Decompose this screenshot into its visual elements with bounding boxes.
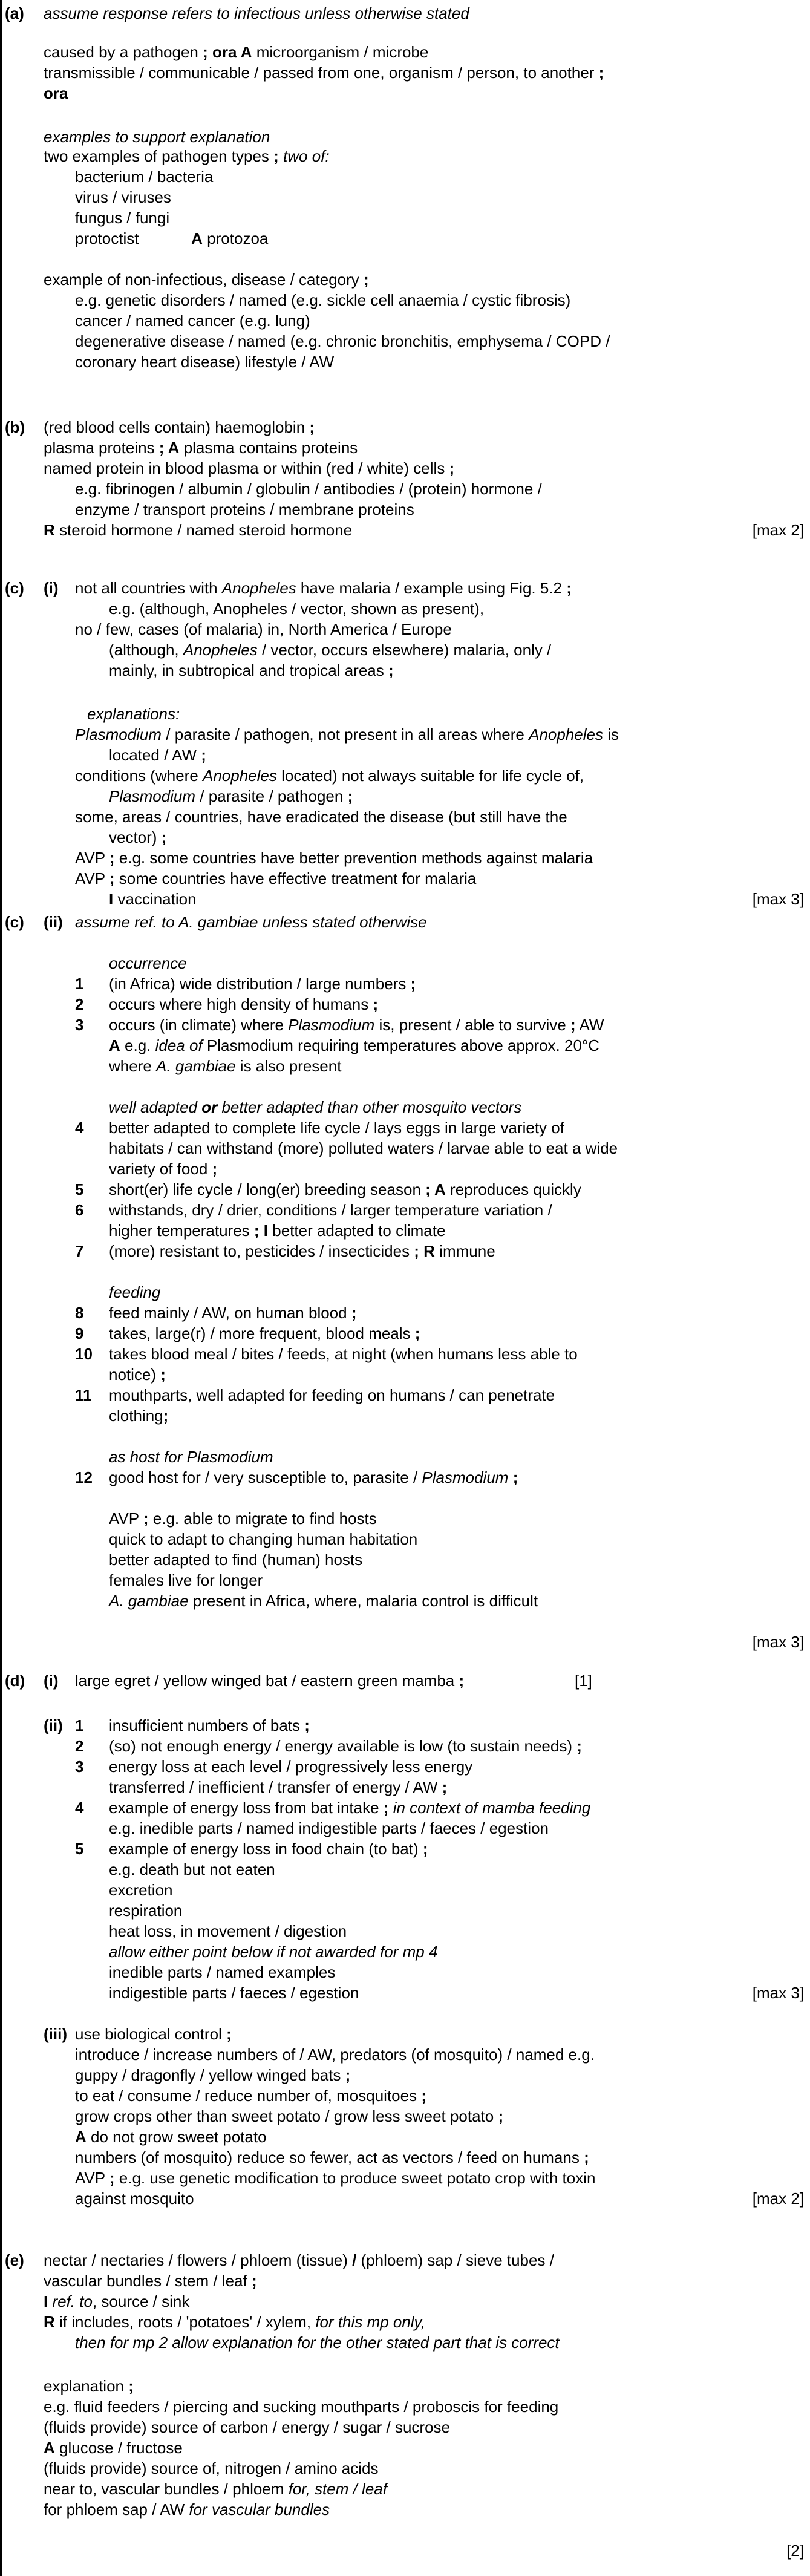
text-line: named protein in blood plasma or within (red / white) cells ;: [44, 459, 455, 477]
text-line: habitats / can withstand (more) polluted waters / larvae able to eat a wide: [109, 1139, 618, 1157]
text-line: [1]: [575, 1672, 592, 1690]
text-line: feeding: [109, 1283, 161, 1301]
text-line: (c): [5, 913, 24, 931]
text-line: some, areas / countries, have eradicated the disease (but still have the: [75, 808, 567, 826]
text-line: (although, Anopheles / vector, occurs elsewhere) malaria, only /: [109, 641, 552, 659]
text-line: 3: [75, 1016, 84, 1034]
text-line: bacterium / bacteria: [75, 168, 214, 186]
text-line: (more) resistant to, pesticides / insecticides ; R immune: [109, 1242, 495, 1260]
text-line: 5: [75, 1180, 84, 1198]
text-line: better adapted to complete life cycle / lays eggs in large variety of: [109, 1119, 564, 1137]
text-line: numbers (of mosquito) reduce so fewer, act as vectors / feed on humans ;: [75, 2148, 589, 2166]
text-line: withstands, dry / drier, conditions / larger temperature variation /: [109, 1201, 552, 1219]
text-line: example of energy loss from bat intake ; in context of mamba feeding: [109, 1799, 591, 1817]
text-line: example of energy loss in food chain (to bat) ;: [109, 1840, 428, 1858]
text-line: use biological control ;: [75, 2025, 232, 2043]
text-line: 2: [75, 995, 84, 1013]
text-line: cancer / named cancer (e.g. lung): [75, 312, 310, 330]
text-line: not all countries with Anopheles have malaria / example using Fig. 5.2 ;: [75, 579, 572, 597]
text-line: (red blood cells contain) haemoglobin ;: [44, 418, 315, 436]
text-line: 9: [75, 1324, 84, 1342]
text-line: notice) ;: [109, 1365, 166, 1384]
text-line: (c): [5, 579, 24, 597]
text-line: to eat / consume / reduce number of, mosquitoes ;: [75, 2087, 426, 2105]
text-line: e.g. death but not eaten: [109, 1860, 275, 1878]
text-line: A. gambiae present in Africa, where, malaria control is difficult: [109, 1592, 538, 1610]
text-line: better adapted to find (human) hosts: [109, 1551, 363, 1569]
text-line: AVP ; e.g. able to migrate to find hosts: [109, 1509, 377, 1528]
text-line: guppy / dragonfly / yellow winged bats ;: [75, 2066, 351, 2084]
text-line: examples to support explanation: [44, 128, 270, 146]
text-line: mouthparts, well adapted for feeding on humans / can penetrate: [109, 1386, 555, 1404]
text-line: e.g. inedible parts / named indigestible parts / faeces / egestion: [109, 1819, 549, 1837]
text-line: two examples of pathogen types ; two of:: [44, 147, 330, 165]
text-line: insufficient numbers of bats ;: [109, 1716, 310, 1734]
text-line: takes, large(r) / more frequent, blood meals ;: [109, 1324, 420, 1342]
text-line: (e): [5, 2251, 24, 2269]
text-line: respiration: [109, 1901, 183, 1920]
text-line: (ii): [44, 913, 63, 931]
text-line: (in Africa) wide distribution / large numbers ;: [109, 975, 416, 993]
text-line: 11: [75, 1386, 92, 1404]
text-line: occurs (in climate) where Plasmodium is, present / able to survive ; AW: [109, 1016, 604, 1034]
text-line: 4: [75, 1799, 84, 1817]
text-line: 6: [75, 1201, 84, 1219]
marks-allocation: [2]: [786, 2542, 804, 2560]
text-line: (fluids provide) source of carbon / energy / sugar / sucrose: [44, 2418, 450, 2436]
text-line: no / few, cases (of malaria) in, North America / Europe: [75, 620, 452, 638]
text-line: short(er) life cycle / long(er) breeding season ; A reproduces quickly: [109, 1180, 581, 1198]
text-line: 1: [75, 1716, 84, 1734]
text-line: 8: [75, 1304, 84, 1322]
text-line: transferred / inefficient / transfer of energy / AW ;: [109, 1778, 448, 1796]
text-line: occurs where high density of humans ;: [109, 995, 379, 1013]
text-line: (fluids provide) source of, nitrogen / amino acids: [44, 2459, 379, 2477]
text-line: vector) ;: [109, 828, 167, 846]
text-line: indigestible parts / faeces / egestion: [109, 1984, 359, 2002]
text-line: transmissible / communicable / passed from one, organism / person, to another ;: [44, 64, 604, 82]
text-line: explanation ;: [44, 2377, 134, 2395]
text-line: grow crops other than sweet potato / grow less sweet potato ;: [75, 2107, 504, 2125]
text-line: degenerative disease / named (e.g. chronic bronchitis, emphysema / COPD /: [75, 332, 610, 350]
text-line: nectar / nectaries / flowers / phloem (tissue) / (phloem) sap / sieve tubes /: [44, 2251, 554, 2269]
text-line: R if includes, roots / 'potatoes' / xylem, for this mp only,: [44, 2313, 425, 2331]
text-line: Plasmodium / parasite / pathogen ;: [109, 787, 353, 805]
text-line: AVP ; e.g. some countries have better prevention methods against malaria: [75, 849, 593, 867]
text-line: assume response refers to infectious unless otherwise stated: [44, 4, 469, 22]
text-line: caused by a pathogen ; ora A microorganism / microbe: [44, 43, 429, 61]
text-line: mainly, in subtropical and tropical areas ;: [109, 661, 394, 679]
text-line: example of non-infectious, disease / category ;: [44, 270, 369, 289]
left-margin-rule: [0, 0, 2, 2576]
text-line: fungus / fungi: [75, 209, 170, 227]
text-line: occurrence: [109, 954, 187, 972]
text-line: energy loss at each level / progressively less energy: [109, 1757, 473, 1776]
text-line: large egret / yellow winged bat / eastern green mamba ;: [75, 1672, 465, 1690]
text-line: Plasmodium / parasite / pathogen, not present in all areas where Anopheles is: [75, 725, 619, 744]
text-line: 12: [75, 1468, 93, 1486]
text-line: 1: [75, 975, 84, 993]
text-line: then for mp 2 allow explanation for the other stated part that is correct: [75, 2333, 560, 2352]
text-line: variety of food ;: [109, 1160, 218, 1178]
text-line: clothing;: [109, 1407, 169, 1425]
text-line: excretion: [109, 1881, 173, 1899]
text-line: enzyme / transport proteins / membrane proteins: [75, 500, 414, 518]
text-line: heat loss, in movement / digestion: [109, 1922, 347, 1940]
text-line: feed mainly / AW, on human blood ;: [109, 1304, 357, 1322]
text-line: introduce / increase numbers of / AW, predators (of mosquito) / named e.g.: [75, 2045, 595, 2064]
text-line: A e.g. idea of Plasmodium requiring temperatures above approx. 20°C: [109, 1036, 600, 1054]
marks-allocation: [max 3]: [752, 1984, 804, 2002]
text-line: coronary heart disease) lifestyle / AW: [75, 353, 335, 371]
text-line: (iii): [44, 2025, 67, 2043]
text-line: where A. gambiae is also present: [109, 1057, 342, 1075]
text-line: e.g. fibrinogen / albumin / globulin / antibodies / (protein) hormone /: [75, 480, 542, 498]
text-line: (b): [5, 418, 25, 436]
marks-allocation: [max 2]: [752, 521, 804, 539]
text-line: quick to adapt to changing human habitation: [109, 1530, 418, 1548]
text-line: near to, vascular bundles / phloem for, stem / leaf: [44, 2480, 387, 2498]
text-line: e.g. (although, Anopheles / vector, shown as present),: [109, 600, 485, 618]
text-line: as host for Plasmodium: [109, 1448, 273, 1466]
text-line: I vaccination: [109, 890, 197, 908]
text-line: virus / viruses: [75, 188, 171, 206]
text-line: females live for longer: [109, 1571, 263, 1589]
text-line: ora: [44, 84, 68, 102]
marks-allocation: [max 3]: [752, 1633, 804, 1651]
text-line: allow either point below if not awarded for mp 4: [109, 1943, 438, 1961]
text-line: AVP ; e.g. use genetic modification to produce sweet potato crop with toxin: [75, 2169, 596, 2187]
text-line: 10: [75, 1345, 93, 1363]
text-line: assume ref. to A. gambiae unless stated otherwise: [75, 913, 427, 931]
text-line: A glucose / fructose: [44, 2439, 183, 2457]
text-line: A do not grow sweet potato: [75, 2128, 267, 2146]
text-line: 7: [75, 1242, 84, 1260]
text-line: vascular bundles / stem / leaf ;: [44, 2272, 257, 2290]
text-line: good host for / very susceptible to, parasite / Plasmodium ;: [109, 1468, 518, 1486]
text-line: 5: [75, 1840, 84, 1858]
text-line: 2: [75, 1737, 84, 1755]
text-line: e.g. genetic disorders / named (e.g. sickle cell anaemia / cystic fibrosis): [75, 291, 571, 309]
text-line: located / AW ;: [109, 746, 206, 764]
text-line: R steroid hormone / named steroid hormone: [44, 521, 353, 539]
text-line: (i): [44, 1672, 59, 1690]
text-line: AVP ; some countries have effective treatment for malaria: [75, 869, 477, 888]
text-line: inedible parts / named examples: [109, 1963, 336, 1981]
text-line: (ii): [44, 1716, 63, 1734]
text-line: higher temperatures ; I better adapted to climate: [109, 1221, 446, 1240]
marks-allocation: [max 3]: [752, 890, 804, 908]
text-line: (d): [5, 1672, 25, 1690]
text-line: against mosquito: [75, 2189, 194, 2208]
marks-allocation: [max 2]: [752, 2189, 804, 2208]
text-line: conditions (where Anopheles located) not always suitable for life cycle of,: [75, 767, 584, 785]
text-line: for phloem sap / AW for vascular bundles: [44, 2500, 330, 2519]
text-line: takes blood meal / bites / feeds, at night (when humans less able to: [109, 1345, 578, 1363]
text-line: well adapted or better adapted than other mosquito vectors: [109, 1098, 522, 1116]
text-line: 3: [75, 1757, 84, 1776]
text-line: (i): [44, 579, 59, 597]
text-line: (a): [5, 4, 24, 22]
text-line: 4: [75, 1119, 84, 1137]
text-line: protoctist A protozoa: [75, 229, 269, 247]
text-line: (so) not enough energy / energy available is low (to sustain needs) ;: [109, 1737, 582, 1755]
text-line: plasma proteins ; A plasma contains proteins: [44, 439, 358, 457]
text-line: I ref. to, source / sink: [44, 2292, 190, 2310]
text-line: e.g. fluid feeders / piercing and sucking mouthparts / proboscis for feeding: [44, 2398, 559, 2416]
text-line: explanations:: [87, 705, 180, 723]
